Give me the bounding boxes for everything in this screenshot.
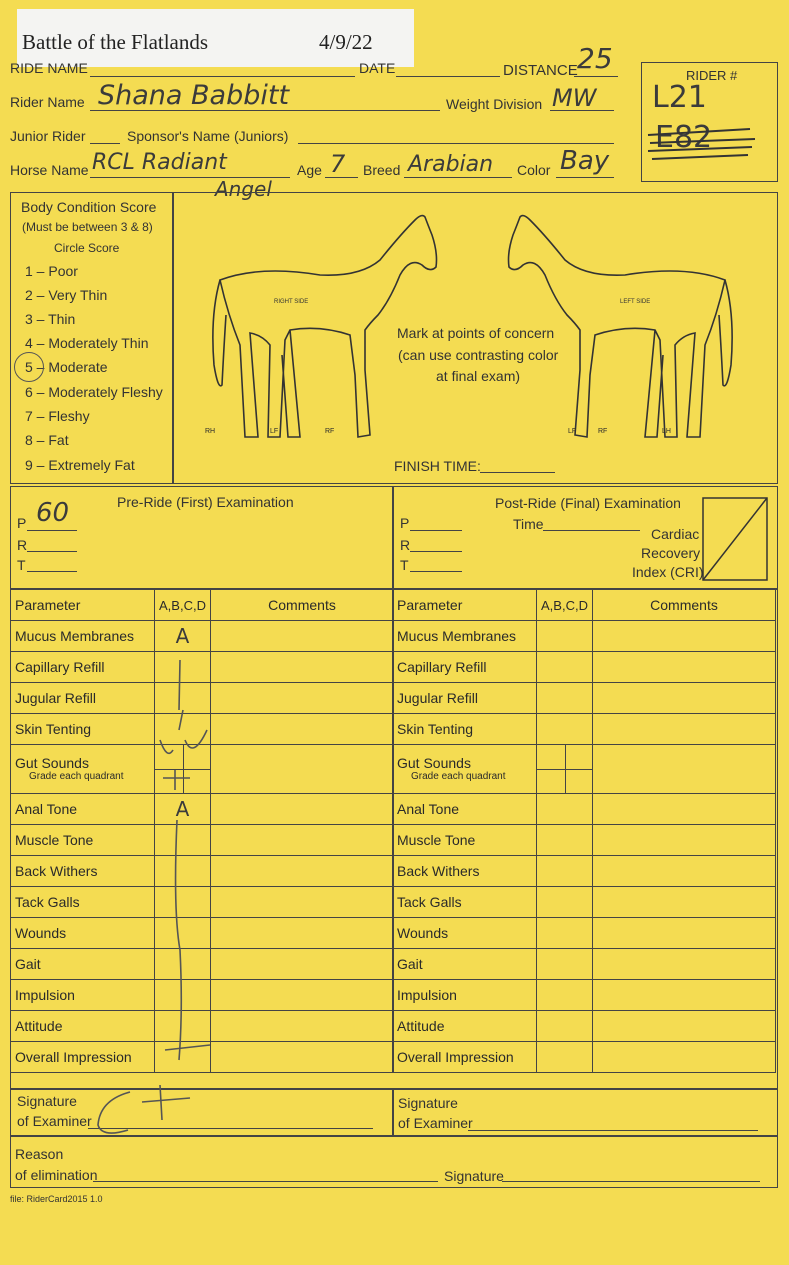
comment-cell[interactable] bbox=[593, 856, 776, 887]
grade-cell[interactable] bbox=[537, 918, 593, 949]
bcs-note: (Must be between 3 & 8) bbox=[22, 220, 153, 234]
grade-cell[interactable] bbox=[537, 714, 593, 745]
param-label: Skin Tenting bbox=[11, 714, 155, 745]
breed-value: Arabian bbox=[408, 152, 494, 177]
rf-label-2: RF bbox=[598, 428, 608, 435]
param-label: Impulsion bbox=[11, 980, 155, 1011]
bcs-selection-circle bbox=[14, 352, 44, 382]
comment-cell[interactable] bbox=[593, 683, 776, 714]
param-label: Anal Tone bbox=[393, 794, 537, 825]
comment-cell[interactable] bbox=[593, 949, 776, 980]
bcs-item[interactable]: 2 – Very Thin bbox=[25, 287, 108, 303]
breed-label: Breed bbox=[363, 162, 401, 178]
param-label: Overall Impression bbox=[393, 1042, 537, 1073]
pre-temp-field[interactable] bbox=[27, 571, 77, 572]
comment-cell[interactable] bbox=[593, 621, 776, 652]
elimination-signature-field[interactable] bbox=[502, 1181, 760, 1182]
gut-sounds-label: Gut Sounds bbox=[15, 754, 89, 771]
grade-cell[interactable] bbox=[537, 621, 593, 652]
pre-p-label: P bbox=[17, 515, 27, 531]
gut-sounds-label: Gut Sounds bbox=[397, 754, 471, 771]
post-ride-table bbox=[392, 589, 776, 1073]
post-time-field[interactable] bbox=[543, 530, 640, 531]
comment-cell[interactable] bbox=[593, 825, 776, 856]
color-field[interactable] bbox=[556, 177, 614, 178]
grade-cell[interactable] bbox=[537, 856, 593, 887]
date-field[interactable] bbox=[396, 76, 500, 77]
comment-cell[interactable] bbox=[211, 856, 394, 887]
distance-label: DISTANCE bbox=[503, 62, 578, 79]
comment-cell[interactable] bbox=[593, 1042, 776, 1073]
breed-field[interactable] bbox=[404, 177, 512, 178]
post-signature-label: of Examiner bbox=[398, 1115, 473, 1131]
rider-number-value: L21 bbox=[652, 80, 707, 115]
distance-field[interactable] bbox=[574, 76, 618, 77]
bcs-item[interactable]: 7 – Fleshy bbox=[25, 408, 90, 424]
junior-rider-field[interactable] bbox=[90, 143, 120, 144]
finish-time-field[interactable] bbox=[480, 472, 555, 473]
param-label: Capillary Refill bbox=[11, 652, 155, 683]
col-header: Parameter bbox=[393, 590, 537, 621]
cri-box[interactable] bbox=[702, 497, 768, 581]
event-date: 4/9/22 bbox=[319, 30, 373, 54]
reason-field[interactable] bbox=[93, 1181, 438, 1182]
sponsor-field[interactable] bbox=[298, 143, 614, 144]
comment-cell[interactable] bbox=[211, 949, 394, 980]
col-header: Parameter bbox=[11, 590, 155, 621]
horse-name-value: RCL Radiant bbox=[92, 150, 227, 175]
weight-division-value: MW bbox=[552, 84, 597, 112]
diagram-instruction: (can use contrasting color bbox=[398, 347, 559, 363]
param-label: Impulsion bbox=[393, 980, 537, 1011]
post-resp-field[interactable] bbox=[410, 551, 462, 552]
gut-sub-label: Grade each quadrant bbox=[29, 771, 124, 783]
comment-cell[interactable] bbox=[593, 652, 776, 683]
grade-cell[interactable] bbox=[537, 683, 593, 714]
reason-label: Reason bbox=[15, 1146, 64, 1162]
junior-rider-label: Junior Rider bbox=[10, 128, 86, 144]
right-side-label: RIGHT SIDE bbox=[274, 299, 309, 305]
ride-name-label: RIDE NAME bbox=[10, 60, 88, 76]
horse-name-label: Horse Name bbox=[10, 162, 89, 178]
param-label: Back Withers bbox=[11, 856, 155, 887]
lf-label-2: LF bbox=[568, 428, 577, 435]
pre-r-label: R bbox=[17, 537, 28, 553]
comment-cell[interactable] bbox=[211, 918, 394, 949]
color-value: Bay bbox=[560, 146, 610, 176]
ride-name-field[interactable] bbox=[90, 76, 355, 77]
examiner-signature-scribble bbox=[90, 1080, 200, 1140]
pre-signature-label: of Examiner bbox=[17, 1113, 92, 1129]
grade-cell[interactable]: A bbox=[155, 794, 211, 825]
grade-cell[interactable] bbox=[537, 1042, 593, 1073]
finish-time-label: FINISH TIME: bbox=[394, 458, 481, 474]
bcs-circle-label: Circle Score bbox=[54, 241, 120, 255]
distance-value: 25 bbox=[577, 42, 613, 75]
comment-cell[interactable] bbox=[211, 1011, 394, 1042]
pre-pulse-value: 60 bbox=[36, 498, 70, 528]
cri-label: Recovery bbox=[641, 545, 701, 561]
comment-cell[interactable] bbox=[211, 745, 394, 794]
param-label: Back Withers bbox=[393, 856, 537, 887]
param-label: Anal Tone bbox=[11, 794, 155, 825]
comment-cell[interactable] bbox=[211, 887, 394, 918]
param-label: Attitude bbox=[11, 1011, 155, 1042]
sponsor-label: Sponsor's Name (Juniors) bbox=[127, 128, 289, 144]
bcs-item[interactable]: 3 – Thin bbox=[25, 311, 76, 327]
param-label: Wounds bbox=[11, 918, 155, 949]
comment-cell[interactable] bbox=[211, 794, 394, 825]
reason-label: of elimination bbox=[15, 1167, 98, 1183]
pre-t-label: T bbox=[17, 557, 26, 573]
param-label: Gait bbox=[393, 949, 537, 980]
rf-label: RF bbox=[325, 428, 335, 435]
grade-cell[interactable] bbox=[537, 980, 593, 1011]
divider bbox=[172, 193, 174, 483]
lf-label: LF bbox=[270, 428, 279, 435]
comment-cell[interactable] bbox=[593, 714, 776, 745]
bcs-item[interactable]: 9 – Extremely Fat bbox=[25, 457, 135, 473]
bcs-title: Body Condition Score bbox=[21, 199, 157, 215]
grade-cell[interactable] bbox=[537, 887, 593, 918]
grade-cell[interactable] bbox=[537, 1011, 593, 1042]
left-side-label: LEFT SIDE bbox=[620, 299, 651, 305]
pre-ride-title: Pre-Ride (First) Examination bbox=[117, 494, 294, 510]
comment-cell[interactable] bbox=[593, 1011, 776, 1042]
crossout-scribble bbox=[640, 115, 770, 165]
param-label: Muscle Tone bbox=[11, 825, 155, 856]
pre-pulse-field[interactable] bbox=[27, 530, 77, 531]
comment-cell[interactable] bbox=[211, 714, 394, 745]
param-label: Tack Galls bbox=[393, 887, 537, 918]
param-label: Overall Impression bbox=[11, 1042, 155, 1073]
post-signature-field[interactable] bbox=[468, 1130, 758, 1131]
cri-label: Index (CRI) bbox=[632, 564, 704, 580]
grade-cell[interactable] bbox=[537, 652, 593, 683]
diagram-instruction: at final exam) bbox=[436, 368, 521, 384]
param-label: Wounds bbox=[393, 918, 537, 949]
post-signature-label: Signature bbox=[398, 1095, 458, 1111]
rh-label: RH bbox=[205, 428, 216, 435]
bcs-item-selected[interactable]: 5 – Moderate bbox=[25, 359, 108, 375]
comment-cell[interactable] bbox=[211, 825, 394, 856]
comment-cell[interactable] bbox=[211, 621, 394, 652]
param-label: Mucus Membranes bbox=[393, 621, 537, 652]
grade-cell[interactable] bbox=[537, 949, 593, 980]
bcs-item[interactable]: 6 – Moderately Fleshy bbox=[25, 384, 163, 400]
gut-quadrant-cell[interactable] bbox=[537, 745, 593, 794]
rider-name-value: Shana Babbitt bbox=[98, 80, 290, 111]
comment-cell[interactable] bbox=[211, 652, 394, 683]
lh-label: LH bbox=[662, 428, 671, 435]
post-p-label: P bbox=[400, 515, 410, 531]
post-temp-field[interactable] bbox=[410, 571, 462, 572]
param-label: Capillary Refill bbox=[393, 652, 537, 683]
col-header: Comments bbox=[593, 590, 776, 621]
cri-label: Cardiac bbox=[651, 526, 700, 542]
col-header: A,B,C,D bbox=[155, 590, 211, 621]
handwritten-checkmarks bbox=[155, 650, 225, 1090]
weight-division-label: Weight Division bbox=[446, 96, 543, 112]
bcs-item[interactable]: 1 – Poor bbox=[25, 263, 78, 279]
param-label: Jugular Refill bbox=[393, 683, 537, 714]
date-label: DATE bbox=[359, 60, 396, 76]
rider-number-crossed: E82 bbox=[655, 120, 713, 155]
color-label: Color bbox=[517, 162, 551, 178]
post-r-label: R bbox=[400, 537, 411, 553]
comment-cell[interactable] bbox=[211, 683, 394, 714]
comment-cell[interactable] bbox=[593, 794, 776, 825]
comment-cell[interactable] bbox=[593, 745, 776, 794]
bcs-item[interactable]: 4 – Moderately Thin bbox=[25, 335, 149, 351]
elimination-signature-label: Signature bbox=[444, 1168, 504, 1184]
comment-cell[interactable] bbox=[593, 887, 776, 918]
param-label: Skin Tenting bbox=[393, 714, 537, 745]
post-t-label: T bbox=[400, 557, 409, 573]
post-ride-title: Post-Ride (Final) Examination bbox=[495, 495, 681, 511]
post-time-label: Time bbox=[513, 516, 544, 532]
param-label: Jugular Refill bbox=[11, 683, 155, 714]
param-label: Gait bbox=[11, 949, 155, 980]
param-label: Mucus Membranes bbox=[11, 621, 155, 652]
grade-cell[interactable]: A bbox=[155, 621, 211, 652]
comment-cell[interactable] bbox=[211, 1042, 394, 1073]
rider-name-label: Rider Name bbox=[10, 94, 85, 110]
comment-cell[interactable] bbox=[593, 980, 776, 1011]
param-label-gut bbox=[393, 745, 537, 794]
param-label: Tack Galls bbox=[11, 887, 155, 918]
col-header: A,B,C,D bbox=[537, 590, 593, 621]
age-value: 7 bbox=[330, 150, 346, 178]
param-label-gut bbox=[11, 745, 155, 794]
comment-cell[interactable] bbox=[211, 980, 394, 1011]
rider-number-label: RIDER # bbox=[686, 68, 738, 83]
bcs-item[interactable]: 8 – Fat bbox=[25, 432, 69, 448]
param-label: Muscle Tone bbox=[393, 825, 537, 856]
pre-resp-field[interactable] bbox=[27, 551, 77, 552]
param-label: Attitude bbox=[393, 1011, 537, 1042]
grade-cell[interactable] bbox=[537, 825, 593, 856]
col-header: Comments bbox=[211, 590, 394, 621]
horse-name-value-2: Angel bbox=[215, 177, 272, 201]
event-name: Battle of the Flatlands bbox=[22, 30, 209, 54]
diagram-instruction: Mark at points of concern bbox=[397, 325, 555, 341]
gut-sub-label: Grade each quadrant bbox=[411, 771, 506, 783]
file-label: file: RiderCard2015 1.0 bbox=[10, 1194, 103, 1204]
pre-signature-label: Signature bbox=[17, 1093, 77, 1109]
post-pulse-field[interactable] bbox=[410, 530, 462, 531]
grade-cell[interactable] bbox=[537, 794, 593, 825]
comment-cell[interactable] bbox=[593, 918, 776, 949]
age-label: Age bbox=[297, 162, 322, 178]
